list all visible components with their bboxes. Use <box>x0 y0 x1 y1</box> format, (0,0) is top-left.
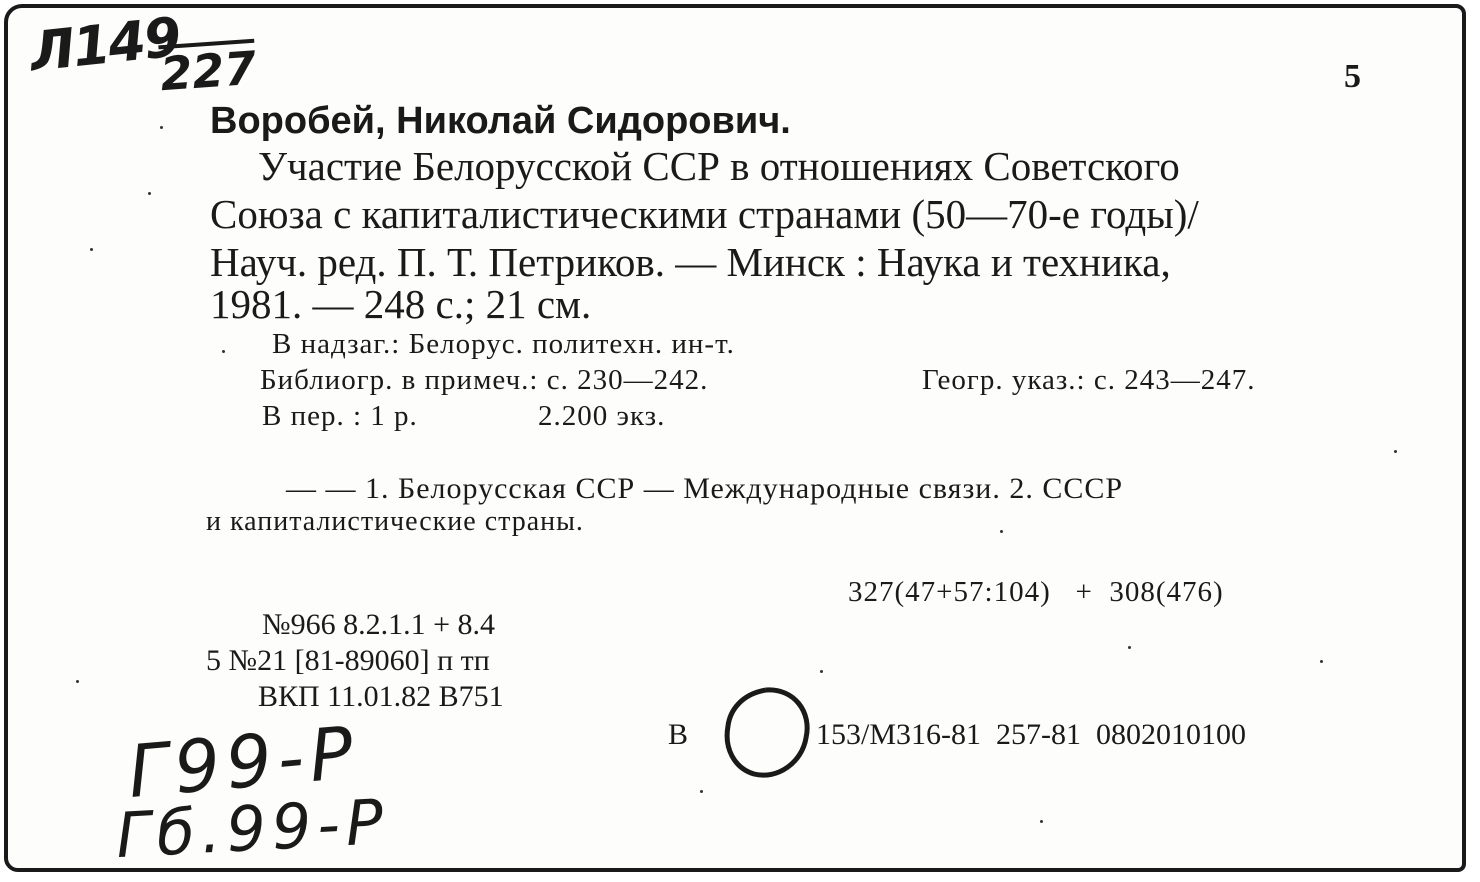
scan-speck <box>1000 530 1003 533</box>
scan-speck <box>700 790 703 793</box>
scan-speck <box>90 248 93 251</box>
scan-speck <box>1320 660 1323 663</box>
publisher-code-1: №966 8.2.1.1 + 8.4 <box>262 608 496 641</box>
scan-speck <box>1394 450 1397 453</box>
scan-speck <box>148 192 151 195</box>
binding-price: В пер. : 1 р. <box>262 400 418 432</box>
title-line-4: 1981. — 248 с.; 21 см. <box>210 281 592 327</box>
publisher-code-2: 5 №21 [81-89060] п тп <box>206 644 490 677</box>
handwritten-call-number: Л149 <box>27 5 183 84</box>
author-heading: Воробей, Николай Сидорович. <box>210 100 791 142</box>
scan-speck <box>76 680 79 683</box>
print-run: 2.200 экз. <box>538 400 666 432</box>
bottom-code: 153/М316-81 257-81 0802010100 <box>816 718 1246 751</box>
subject-line-1: — — 1. Белорусская ССР — Международные связи. 2. СССР <box>286 472 1124 505</box>
handwritten-shelf-mark-2: Гб.99-Р <box>114 784 391 873</box>
handwritten-call-number-fraction: 227 <box>158 40 259 102</box>
scan-speck <box>160 126 163 129</box>
title-line-2: Союза с капиталистическими странами (50—70-е годы)/ <box>210 191 1199 237</box>
scan-speck <box>1128 646 1131 649</box>
title-line-3: Науч. ред. П. Т. Петриков. — Минск : Наука и техника, <box>210 239 1171 285</box>
publisher-code-3: ВКП 11.01.82 В751 <box>258 680 504 713</box>
handwritten-shelf-mark-1: Г99-Р <box>124 710 363 814</box>
header-note: В надзаг.: Белорус. политехн. ин-т. <box>272 328 735 360</box>
geographic-index-note: Геогр. указ.: с. 243—247. <box>922 364 1256 396</box>
scan-speck <box>222 350 225 353</box>
subject-line-2: и капиталистические страны. <box>206 506 584 537</box>
stamp-circle-icon <box>716 682 816 782</box>
title-line-1: Участие Белорусской ССР в отношениях Советского <box>258 143 1180 189</box>
classification-index: 327(47+57:104) + 308(476) <box>848 576 1224 608</box>
scan-speck <box>820 670 823 673</box>
card-number: 5 <box>1344 58 1361 95</box>
bibliography-note: Библиогр. в примеч.: с. 230—242. <box>260 364 709 396</box>
scan-speck <box>1040 820 1043 823</box>
bottom-code-letter: В <box>668 718 689 751</box>
